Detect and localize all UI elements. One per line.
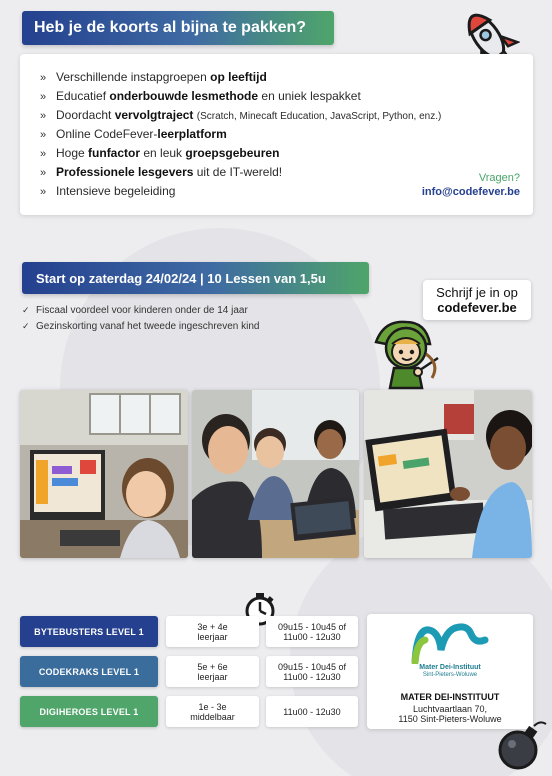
checkmark-icon: ✓ [22,305,30,315]
contact-question: Vragen? [478,172,520,184]
school-address: 1150 Sint-Pieters-Woluwe [398,714,502,724]
list-item: » Verschillende instapgroepen op leeftijd [40,68,441,87]
grade-cell: 3e + 4e leerjaar [166,616,259,647]
header-banner [22,11,334,45]
checkmark-icon: ✓ [22,321,30,331]
start-date-banner [22,262,369,294]
photo-kid-on-laptop [364,390,532,558]
school-name: MATER DEI-INSTITUUT [400,692,500,702]
time-cell: 09u15 - 10u45 of 11u00 - 12u30 [266,656,358,687]
time-cell: 11u00 - 12u30 [266,696,358,727]
features-card [20,54,533,215]
list-item: » Intensieve begeleiding [40,182,441,201]
list-item: » Hoge funfactor en leuk groepsgebeuren [40,144,441,163]
level-bytebusters-button[interactable]: BYTEBUSTERS LEVEL 1 [20,616,158,647]
school-logo-icon [411,620,489,664]
feature-list [40,68,441,201]
school-address: Luchtvaartlaan 70, [412,704,488,714]
chevron-bullet-icon: » [40,186,47,198]
bomb-icon [496,716,550,776]
list-item: ✓ Gezinskorting vanaf het tweede ingeschreven kind [22,318,259,334]
signup-link[interactable]: codefever.be [437,300,517,315]
list-item: » Online CodeFever-leerplatform [40,125,441,144]
chevron-bullet-icon: » [40,110,47,122]
chevron-bullet-icon: » [40,72,47,84]
list-item: » Educatief onderbouwde lesmethode en uniek lespakket [40,87,441,106]
signup-speech-bubble [423,280,531,320]
contact-email-link[interactable]: info@codefever.be [421,186,520,198]
start-date-title: Start op zaterdag 24/02/24 | 10 Lessen van 1,5u [36,270,326,286]
mascot-illustration [372,318,444,399]
time-cell: 09u15 - 10u45 of 11u00 - 12u30 [266,616,358,647]
photo-girl-at-computer [20,390,188,558]
chevron-bullet-icon: » [40,129,47,141]
list-item: ✓ Fiscaal voordeel voor kinderen onder de 14 jaar [22,302,259,318]
chevron-bullet-icon: » [40,167,47,179]
grade-cell: 5e + 6e leerjaar [166,656,259,687]
header-title: Heb je de koorts al bijna te pakken? [34,19,307,36]
grade-cell: 1e - 3e middelbaar [166,696,259,727]
contact-block [422,171,520,199]
list-item: » Doordacht vervolgtraject (Scratch, Minecaft Education, JavaScript, Python, enz.) [40,106,441,125]
chevron-bullet-icon: » [40,91,47,103]
list-item: » Professionele lesgevers uit de IT-wereld! [40,163,441,182]
photo-teacher-with-kids [192,390,359,558]
level-digiheroes-button[interactable]: DIGIHEROES LEVEL 1 [20,696,158,727]
signup-text: Schrijf je in op [436,285,518,300]
school-card [367,614,533,729]
level-codekraks-button[interactable]: CODEKRAKS LEVEL 1 [20,656,158,687]
benefits-list [22,302,259,334]
chevron-bullet-icon: » [40,148,47,160]
logo-subtext: Sint-Pieters-Woluwe [422,672,478,678]
logo-text: Mater Dei-Instituut [419,664,481,671]
